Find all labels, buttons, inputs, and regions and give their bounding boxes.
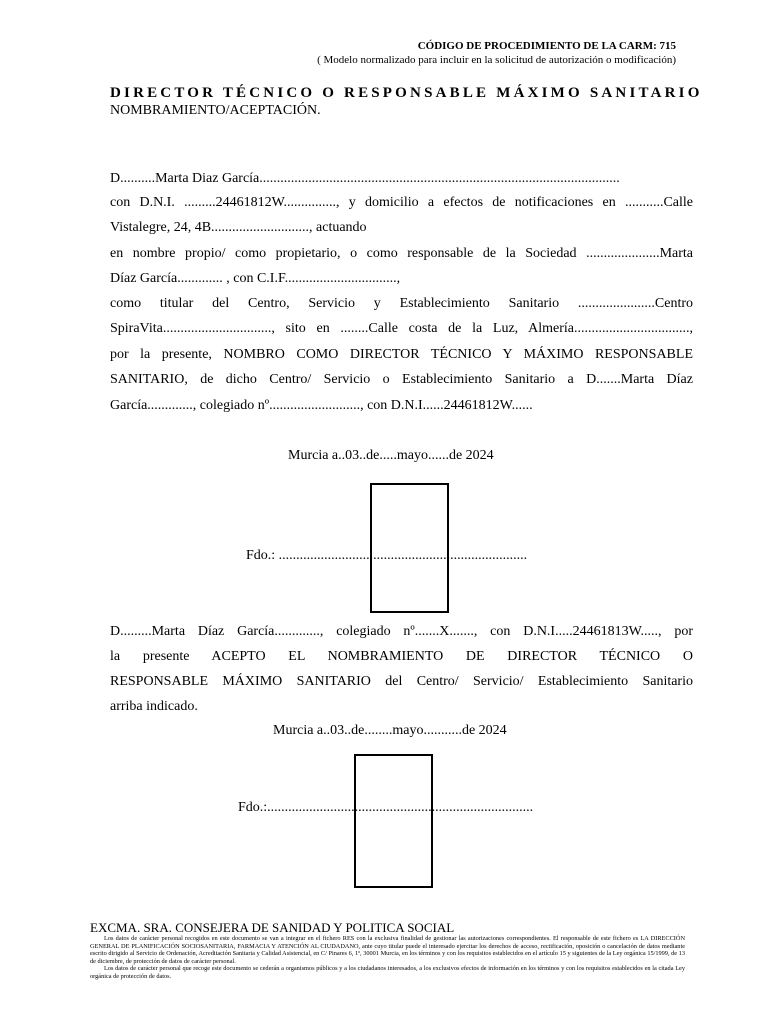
appointment-line-2: con D.N.I. .........24461812W..............., y domicilio a efectos de notificaciones en ...........Calle <box>110 195 693 210</box>
acceptance-line-1: D.........Marta Díaz García............., colegiado nº.......X......., con D.N.I.....24461813W....., por <box>110 624 693 639</box>
acceptance-line-2: la presente ACEPTO EL NOMBRAMIENTO DE DIRECTOR TÉCNICO O <box>110 649 693 664</box>
acceptance-line-3: RESPONSABLE MÁXIMO SANITARIO del Centro/ Servicio/ Establecimiento Sanitario <box>110 674 693 689</box>
acceptance-date: Murcia a..03..de........mayo...........de 2024 <box>273 723 507 738</box>
appointment-line-10: García............., colegiado nº.........................., con D.N.I......24461812W...... <box>110 398 533 413</box>
data-transfer-note: Los datos de carácter personal que recoge este documento se cederán a organismos públicos y a los ciudadanos interesados, a los exclusivos efectos de información en los términos y con los requisitos establecidos en la citada Ley orgánica de protección de datos. <box>90 965 685 980</box>
appointment-line-9: SANITARIO, de dicho Centro/ Servicio o Establecimiento Sanitario a D.......Marta Díaz <box>110 372 693 387</box>
appointment-line-7: SpiraVita..............................., sito en ........Calle costa de la Luz, Almería................................., <box>110 321 693 336</box>
document-title: DIRECTOR TÉCNICO O RESPONSABLE MÁXIMO SANITARIO <box>110 85 703 101</box>
data-protection-note: Los datos de carácter personal recogidos en este documento se van a integrar en el fichero RES con la exclusiva finalidad de gestionar las autorizaciones correspondientes. El responsable de este fichero es LA DIRECCIÓN GENERAL DE PLANIFICACIÓN SOCIOSANITARIA, FARMACIA Y ATENCIÓN AL CIUDADANO, ante cuyo titular puede el interesado ejercitar los derechos de acceso, rectificación, oposición o cancelación de datos mediante escrito dirigido al Servicio de Ordenación, Acreditación Sanitaria y Calidad Asistencial, en C/ Pinares 6, 1º, 30001 Murcia, en los términos y con los requisitos establecidos en el artículo 15 y siguientes de la Ley orgánica 15/1999, de 13 de diciembre, de protección de datos de carácter personal. <box>90 935 685 965</box>
appointment-line-3: Vistalegre, 24, 4B............................, actuando <box>110 220 367 235</box>
procedure-code: CÓDIGO DE PROCEDIMIENTO DE LA CARM: 715 <box>417 40 676 52</box>
appointment-line-5: Díaz García............. , con C.I.F................................, <box>110 271 401 286</box>
acceptance-signature-line: Fdo.:............................................................................ <box>238 800 534 815</box>
appointment-signature-line: Fdo.: ....................................................................... <box>246 548 528 563</box>
acceptance-line-4: arriba indicado. <box>110 699 198 714</box>
appointment-line-1: D..........Marta Diaz García....................................................................................................... <box>110 171 620 186</box>
appointment-line-6: como titular del Centro, Servicio y Establecimiento Sanitario ......................Centro <box>110 296 693 311</box>
addressee: EXCMA. SRA. CONSEJERA DE SANIDAD Y POLITICA SOCIAL <box>90 920 455 935</box>
signature-box <box>354 754 433 888</box>
model-note: ( Modelo normalizado para incluir en la solicitud de autorización o modificación) <box>317 54 676 66</box>
document-subtitle: NOMBRAMIENTO/ACEPTACIÓN. <box>110 103 321 118</box>
appointment-date: Murcia a..03..de.....mayo......de 2024 <box>288 448 494 463</box>
appointment-line-8: por la presente, NOMBRO COMO DIRECTOR TÉCNICO Y MÁXIMO RESPONSABLE <box>110 347 693 362</box>
appointment-line-4: en nombre propio/ como propietario, o como responsable de la Sociedad .....................Marta <box>110 246 693 261</box>
